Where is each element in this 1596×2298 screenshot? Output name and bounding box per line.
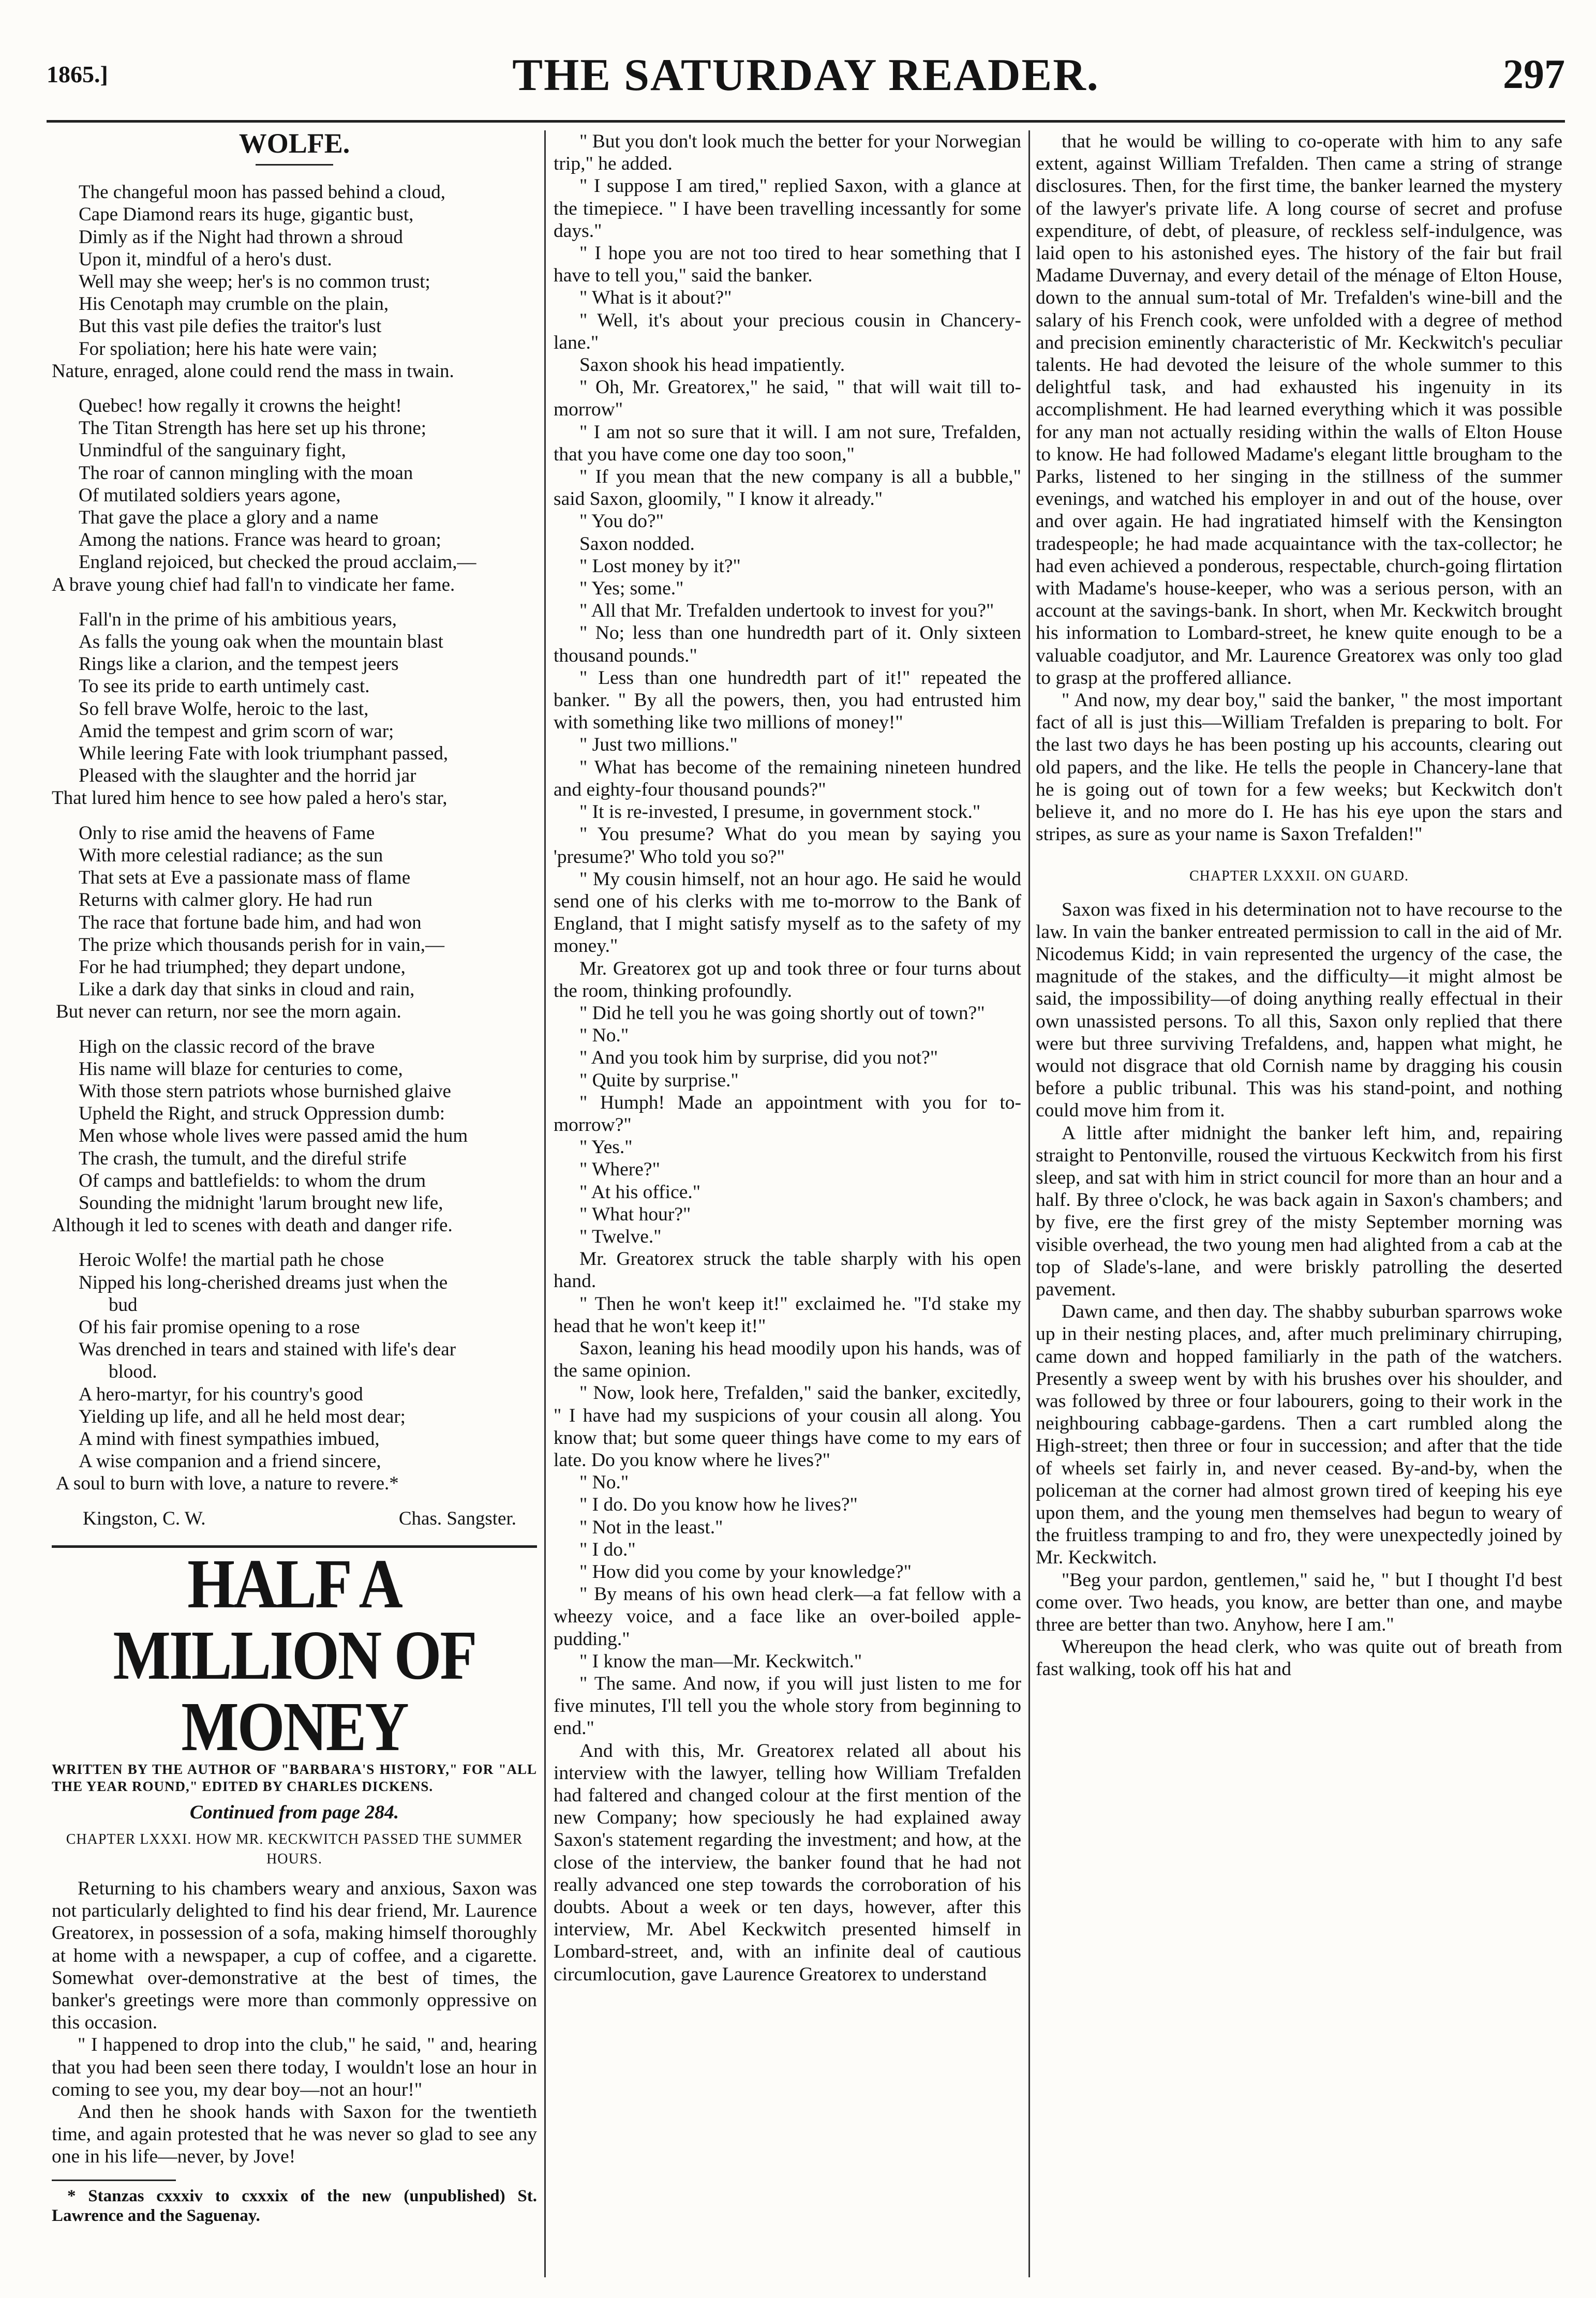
poem-line: The prize which thousands perish for in vain,— xyxy=(79,934,444,956)
paragraph: Saxon nodded. xyxy=(579,533,695,555)
column-divider xyxy=(544,130,546,2277)
poem-line: Yielding up life, and all he held most dear; xyxy=(79,1406,406,1427)
poem-title: WOLFE. xyxy=(238,130,350,159)
poem-place: Kingston, C. W. xyxy=(83,1508,206,1529)
running-head xyxy=(47,49,1565,106)
column-divider xyxy=(1028,130,1030,2277)
poem-line: While leering Fate with look triumphant passed, xyxy=(79,743,449,765)
paragraph: " No; less than one hundredth part of it. Only sixteen thousand pounds." xyxy=(554,622,1021,666)
paragraph: " By means of his own head clerk—a fat fellow with a wheezy voice, and a face like an over-boiled apple-pudding." xyxy=(554,1584,1021,1650)
paragraph: " You presume? What do you mean by saying you 'presume?' Who told you so?" xyxy=(554,824,1021,868)
header-rule xyxy=(47,120,1565,123)
paragraph: " Oh, Mr. Greatorex," he said, " that will wait till to-morrow" xyxy=(554,377,1021,421)
paragraph: Mr. Greatorex struck the table sharply with his open hand. xyxy=(554,1248,1021,1292)
poem-line: Dimly as if the Night had thrown a shroud xyxy=(79,226,403,248)
paragraph: " I do. Do you know how he lives?" xyxy=(579,1494,858,1516)
article-text xyxy=(52,1877,537,2168)
paragraph: Whereupon the head clerk, who was quite out of breath from fast walking, took off his hat and xyxy=(1036,1636,1562,1680)
poem-line: The Titan Strength has here set up his throne; xyxy=(79,417,427,439)
serial-title: HALF A MILLION OF MONEY xyxy=(113,1544,476,1766)
paragraph: " Did he tell you he was going shortly out of town?" xyxy=(579,1002,985,1024)
paragraph: And then he shook hands with Saxon for the twentieth time, and again protested that he was never so glad to see any one in his life—never, by Jove! xyxy=(52,2101,537,2168)
poem-line: Heroic Wolfe! the martial path he chose xyxy=(79,1249,384,1271)
issue-date: 1865.] xyxy=(47,61,108,87)
poem-line: Nipped his long-cherished dreams just when the xyxy=(79,1272,448,1293)
poem-line: So fell brave Wolfe, heroic to the last, xyxy=(79,698,369,720)
paragraph: " Yes; some." xyxy=(579,578,684,600)
poem-stanza xyxy=(52,1249,537,1495)
poem-line: Men whose whole lives were passed amid the hum xyxy=(79,1125,468,1147)
poem-signature xyxy=(83,1508,516,1530)
poem-line: A mind with finest sympathies imbued, xyxy=(79,1428,380,1450)
publication-title: THE SATURDAY READER. xyxy=(512,50,1099,100)
poem-line: Of camps and battlefields: to whom the drum xyxy=(79,1170,426,1191)
poem-stanza xyxy=(52,1036,537,1237)
paragraph: " What has become of the remaining nineteen hundred and eighty-four thousand pounds?" xyxy=(554,756,1021,800)
poem-line: His name will blaze for centuries to come, xyxy=(79,1058,403,1080)
paragraph: " It is re-invested, I presume, in government stock." xyxy=(579,801,981,823)
poem-stanza xyxy=(52,822,537,1023)
paragraph: Saxon was fixed in his determination not to have recourse to the law. In vain the banker entreated permission to call in the aid of Mr. Nicodemus Kidd; in vain represented the urgency of the case, the magnitude of the stakes, and the difficulty—it might almost be said, the impossibility—of doing anything really effectual in their own unassisted persons. To all this, Saxon only replied that there were but three surviving Trefaldens, and, happen what might, he would not disgrace that old Cornish name by dragging his cousin before a public tribunal. This was his stand-point, and nothing could move him from it. xyxy=(1036,899,1562,1122)
paragraph: " If you mean that the new company is all a bubble," said Saxon, gloomily, " I know it already." xyxy=(554,466,1021,510)
poem-line: That gave the place a glory and a name xyxy=(79,507,379,529)
poem-stanza xyxy=(52,181,537,382)
poem-line: To see its pride to earth untimely cast. xyxy=(79,676,370,697)
continued-note: Continued from page 284. xyxy=(189,1801,399,1823)
paragraph: " Quite by surprise." xyxy=(579,1069,739,1091)
poem-line: Upheld the Right, and struck Oppression dumb: xyxy=(79,1103,445,1125)
poem-line: A soul to burn with love, a nature to revere.* xyxy=(56,1473,399,1495)
poem-line: Only to rise amid the heavens of Fame xyxy=(79,822,375,844)
paragraph: " No." xyxy=(579,1472,629,1494)
poem-line: For he had triumphed; they depart undone, xyxy=(79,956,406,978)
poem-line: The changeful moon has passed behind a cloud, xyxy=(79,182,445,203)
poem-line: Upon it, mindful of a hero's dust. xyxy=(79,248,332,270)
poem-line: Rings like a clarion, and the tempest jeers xyxy=(79,653,399,675)
poem-line: Quebec! how regally it crowns the height! xyxy=(79,395,402,417)
poem-line: That sets at Eve a passionate mass of flame xyxy=(79,867,411,889)
paragraph: " Now, look here, Trefalden," said the banker, excitedly, " I have had my suspicions of your cousin all along. You know that; but some queer things have come to my ears of late. Do you know where he lives?" xyxy=(554,1382,1021,1471)
poem-line: Returns with calmer glory. He had run xyxy=(79,889,372,911)
poem-line: But never can return, nor see the morn again. xyxy=(56,1001,401,1023)
paragraph: " What hour?" xyxy=(579,1203,691,1225)
paragraph: " Not in the least." xyxy=(579,1516,723,1538)
poem-line: As falls the young oak when the mountain blast xyxy=(79,631,443,653)
poem-line: Although it led to scenes with death and danger rife. xyxy=(52,1215,453,1236)
article-text xyxy=(1036,130,1562,846)
poem-line: A brave young chief had fall'n to vindicate her fame. xyxy=(52,574,455,595)
column-2 xyxy=(554,130,1021,2277)
poem-line: With those stern patriots whose burnished glaive xyxy=(79,1080,451,1102)
poem-line: Like a dark day that sinks in cloud and rain, xyxy=(79,979,415,1001)
poem-line: A wise companion and a friend sincere, xyxy=(79,1451,381,1472)
poem-stanza xyxy=(52,608,537,810)
paragraph: " How did you come by your knowledge?" xyxy=(579,1561,912,1583)
paragraph: " Just two millions." xyxy=(579,734,738,756)
paragraph: " All that Mr. Trefalden undertook to invest for you?" xyxy=(579,600,994,622)
title-rule xyxy=(256,164,333,166)
paragraph: that he would be willing to co-operate with him to any safe extent, against William Trefalden. Then came a string of strange disclosures. Then, for the first time, the banker learned the mystery of the lawyer's private life. A long course of secret and profuse expenditure, of debt, of pleasure, of reckless self-indulgence, was laid open to his astonished eyes. The history of the fair but frail Madame Duvernay, and every detail of the ménage of Elton House, down to the annual sum-total of Mr. Trefalden's wine-bill and the salary of his French cook, were unfolded with a degree of method and precision eminently characteristic of Mr. Keckwitch's peculiar talents. He had devoted the leisure of the whole summer to this delightful task, and had exhausted his ingenuity in its accomplishment. He had learned everything which it was possible for any man not actually residing within the walls of Elton House to know. He had followed Madame's elegant little brougham to the Parks, listened to her singing in the stillness of the summer evenings, and watched his employer in and out of the house, over and over again. He had ingratiated himself with the Kensington tradespeople; he had made acquaintance with the tax-collector; he had even achieved a ponderous, respectable, church-going flirtation with Madame's house-keeper, who was a serious person, with an account at the savings-bank. In short, when Mr. Keckwitch brought his information to Lombard-street, he knew quite enough to be a valuable coadjutor, and Mr. Laurence Greatorex was only too glad to grasp at the proffered alliance. xyxy=(1036,131,1562,689)
paragraph: " I am not so sure that it will. I am not sure, Trefalden, that you have come one day too soon," xyxy=(554,421,1021,465)
poem-line: With more celestial radiance; as the sun xyxy=(79,844,383,866)
footnote-rule xyxy=(52,2180,176,2181)
paragraph: " I happened to drop into the club," he said, " and, hearing that you had been seen there today, I wouldn't lose an hour in coming to see you, my dear boy—not an hour!" xyxy=(52,2034,537,2100)
poem-line: A hero-martyr, for his country's good xyxy=(79,1383,363,1405)
serial-byline: WRITTEN BY THE AUTHOR OF "BARBARA'S HISTORY," FOR "ALL THE YEAR ROUND," EDITED BY CHARLES DICKENS. xyxy=(52,1761,537,1794)
paragraph: " Twelve." xyxy=(579,1226,662,1247)
poem-line: The race that fortune bade him, and had won xyxy=(79,912,422,933)
paragraph: " I do." xyxy=(579,1539,636,1560)
paragraph: Saxon shook his head impatiently. xyxy=(579,354,845,376)
poem-line: Amid the tempest and grim scorn of war; xyxy=(79,720,394,742)
paragraph: " I suppose I am tired," replied Saxon, with a glance at the timepiece. " I have been travelling incessantly for some days." xyxy=(554,175,1021,242)
paragraph: " What is it about?" xyxy=(579,287,732,309)
poem-line: Of his fair promise opening to a rose xyxy=(79,1316,360,1338)
poem-line: The crash, the tumult, and the direful strife xyxy=(79,1147,407,1169)
paragraph: A little after midnight the banker left him, and, repairing straight to Pentonville, roused the virtuous Keckwitch from his first sleep, and sat with him in strict council for more than an hour and a half. By three o'clock, he was back again in Saxon's chambers; and by five, ere the first grey of the misty September morning was visible overhead, the two young men had alighted from a cab at the top of Slade's-lane, and were briskly patrolling the deserted pavement. xyxy=(1036,1122,1562,1300)
paragraph: "Beg your pardon, gentlemen," said he, " but I thought I'd best come over. Two heads, you know, are better than one, and maybe three are better than two. Anyhow, here I am." xyxy=(1036,1569,1562,1635)
paragraph: " My cousin himself, not an hour ago. He said he would send one of his clerks with me to-morrow to the Bank of England, that I might satisfy myself as to the safety of my money." xyxy=(554,868,1021,957)
paragraph: " Lost money by it?" xyxy=(579,555,741,577)
paragraph: And with this, Mr. Greatorex related all about his interview with the lawyer, telling how William Trefalden had faltered and changed colour at the first mention of the new Company; how speciously he had explained away Saxon's statement regarding the investment; and how, at the close of the interview, the banker found that he had not really advanced one step towards the corroboration of his doubts. About a week or ten days, however, after this interview, Mr. Abel Keckwitch presented himself in Lombard-street, and, with an infinite deal of cautious circumlocution, gave Laurence Greatorex to understand xyxy=(554,1740,1021,1985)
column-1 xyxy=(52,130,537,2277)
paragraph: " I hope you are not too tired to hear something that I have to tell you," said the banker. xyxy=(554,243,1021,287)
poem-line: High on the classic record of the brave xyxy=(79,1036,375,1057)
paragraph: " Well, it's about your precious cousin in Chancery-lane." xyxy=(554,309,1021,353)
chapter-heading: CHAPTER LXXXI. HOW MR. KECKWITCH PASSED THE SUMMER HOURS. xyxy=(66,1831,523,1867)
chapter-heading: CHAPTER LXXXII. ON GUARD. xyxy=(1189,868,1409,884)
poem-line: Fall'n in the prime of his ambitious years, xyxy=(79,608,397,630)
paragraph: " The same. And now, if you will just listen to me for five minutes, I'll tell you the whole story from beginning to end." xyxy=(554,1673,1021,1739)
footnote: * Stanzas cxxxiv to cxxxix of the new (unpublished) St. Lawrence and the Saguenay. xyxy=(52,2186,537,2225)
page-number: 297 xyxy=(1503,52,1565,97)
poem-line: Of mutilated soldiers years agone, xyxy=(79,484,341,506)
poem-stanza xyxy=(52,395,537,596)
paragraph: " Where?" xyxy=(579,1159,660,1181)
poem-line: The roar of cannon mingling with the moan xyxy=(79,462,413,484)
poem-line: England rejoiced, but checked the proud acclaim,— xyxy=(79,551,476,573)
paragraph: Dawn came, and then day. The shabby suburban sparrows woke up in their nesting places, and, after much preliminary chirruping, came down and hopped familiarly in the path of the watchers. Presently a sweep went by with his brushes over his shoulder, and was followed by three or four labourers, going to their work in the neighbouring cabbage-gardens. Then a cart rumbled along the High-street; then three or four in succession; and after that the tide of wheels set fairly in, and never ceased. By-and-by, when the policeman at the corner had almost grown tired of keeping his eye upon them, and the young men themselves had begun to weary of the fruitless tramping to and fro, they were unexpectedly joined by Mr. Keckwitch. xyxy=(1036,1301,1562,1569)
poem-line: Among the nations. France was heard to groan; xyxy=(79,529,441,551)
poem-line: bud xyxy=(109,1294,138,1316)
paragraph: " But you don't look much the better for your Norwegian trip," he added. xyxy=(554,131,1021,175)
paragraph: " No." xyxy=(579,1025,629,1047)
poem-line: That lured him hence to see how paled a hero's star, xyxy=(52,787,448,809)
poem-line: His Cenotaph may crumble on the plain, xyxy=(79,293,389,315)
poem-line: blood. xyxy=(109,1361,157,1383)
poem-line: Unmindful of the sanguinary fight, xyxy=(79,440,346,461)
poem-line: But this vast pile defies the traitor's lust xyxy=(79,316,382,337)
paragraph: " At his office." xyxy=(579,1181,701,1203)
poem-line: Cape Diamond rears its huge, gigantic bust, xyxy=(79,204,414,226)
poem-line: Was drenched in tears and stained with life's dear xyxy=(79,1339,456,1361)
paragraph: " And now, my dear boy," said the banker, " the most important fact of all is just this—William Trefalden is preparing to bolt. For the last two days he has been posting up his accounts, clearing out old papers, and the like. He tells the people in Chancery-lane that he is going out of town for a few weeks; but Keckwitch don't believe it, and no more do I. He has his eye upon the stars and stripes, as sure as your name is Saxon Trefalden!" xyxy=(1036,690,1562,845)
poem-line: Sounding the midnight 'larum brought new life, xyxy=(79,1192,443,1214)
article-text xyxy=(1036,899,1562,1681)
poem-line: For spoliation; here his hate were vain; xyxy=(79,338,378,360)
paragraph: " Then he won't keep it!" exclaimed he. "I'd stake my head that he won't keep it!" xyxy=(554,1293,1021,1337)
paragraph: " Humph! Made an appointment with you for to-morrow?" xyxy=(554,1092,1021,1136)
poem-line: Pleased with the slaughter and the horrid jar xyxy=(79,765,416,787)
paragraph: " You do?" xyxy=(579,511,664,532)
article-text xyxy=(554,130,1021,1986)
paragraph: " I know the man—Mr. Keckwitch." xyxy=(579,1650,862,1672)
paragraph: " Less than one hundredth part of it!" repeated the banker. " By all the powers, then, you had entrusted him with something like two millions of money!" xyxy=(554,667,1021,734)
column-3 xyxy=(1036,130,1562,2277)
paragraph: Saxon, leaning his head moodily upon his hands, was of the same opinion. xyxy=(554,1337,1021,1382)
poem-line: Well may she weep; her's is no common trust; xyxy=(79,271,430,293)
paragraph: Returning to his chambers weary and anxious, Saxon was not particularly delighted to find his dear friend, Mr. Laurence Greatorex, in possession of a sofa, making himself thoroughly at home with a newspaper, a cup of coffee, and a cigarette. Somewhat over-demonstrative at the best of times, the banker's greetings were more than commonly oppressive on this occasion. xyxy=(52,1877,537,2034)
paragraph: " And you took him by surprise, did you not?" xyxy=(579,1047,938,1069)
poem-body xyxy=(52,181,537,1495)
poem-author: Chas. Sangster. xyxy=(398,1508,516,1529)
paragraph: Mr. Greatorex got up and took three or four turns about the room, thinking profoundly. xyxy=(554,958,1021,1002)
paragraph: " Yes." xyxy=(579,1137,633,1158)
poem-line: Nature, enraged, alone could rend the mass in twain. xyxy=(52,360,454,382)
